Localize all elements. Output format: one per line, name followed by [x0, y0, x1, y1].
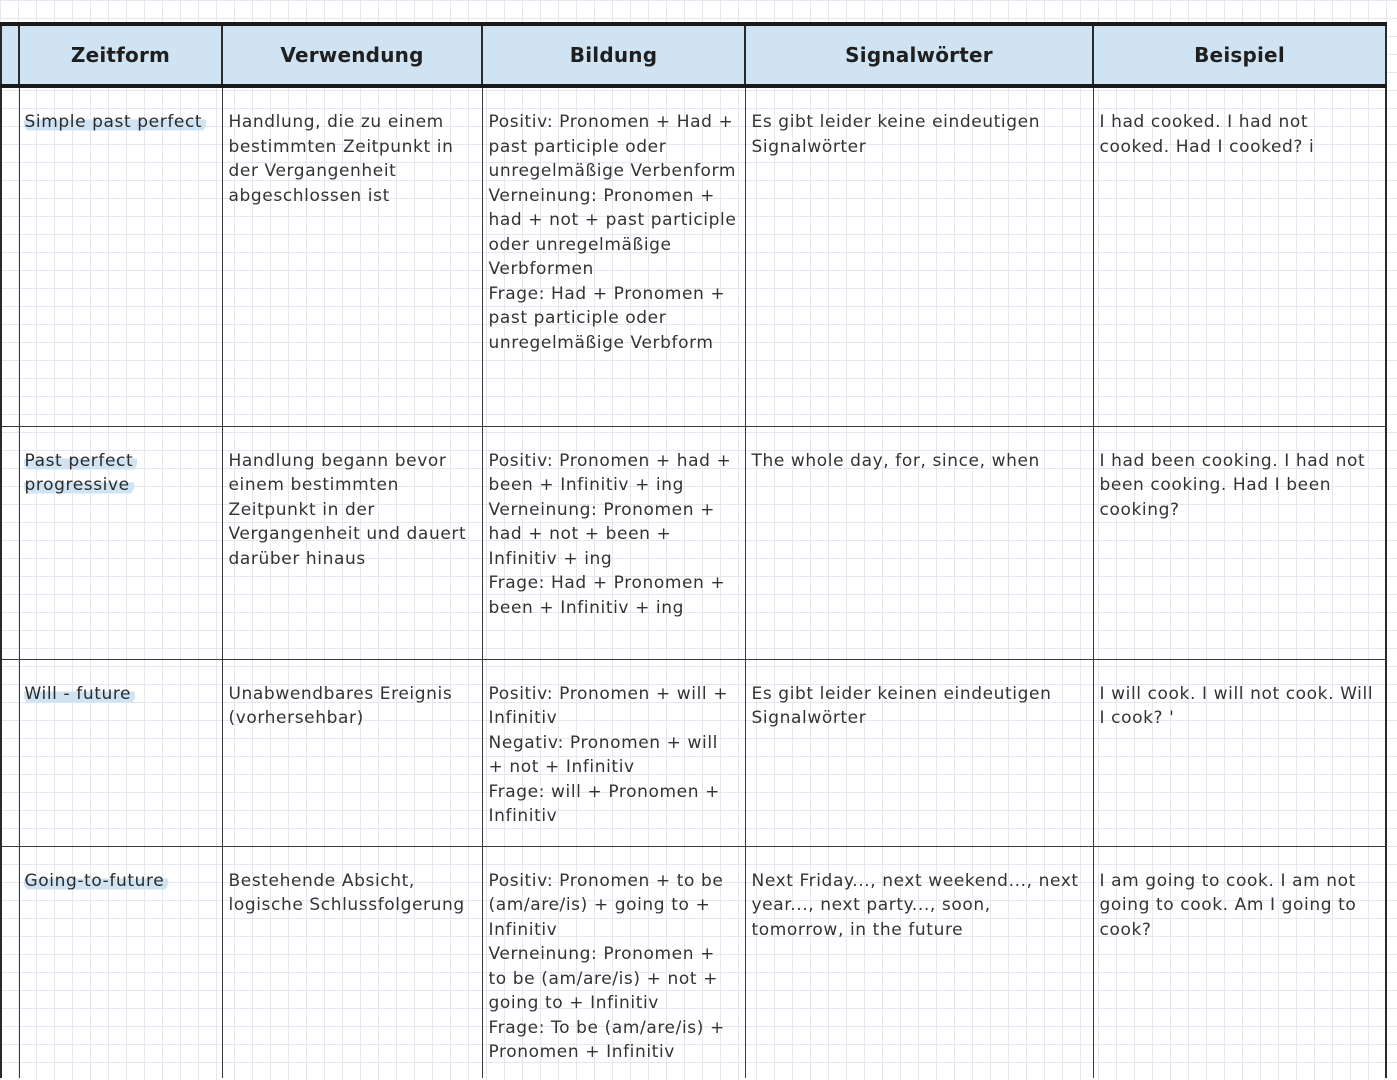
- table-row: [1, 846, 1386, 1078]
- signal-words-cell: Es gibt leider keine eindeutigen Signalwörter: [745, 86, 1093, 426]
- row-margin: [1, 86, 19, 426]
- tense-highlight: Going-to-future: [24, 871, 169, 891]
- header-verwendung: Verwendung: [222, 24, 482, 86]
- row-margin: [1, 426, 19, 659]
- tense-highlight: Past perfect progressive: [24, 451, 138, 496]
- header-zeitform: Zeitform: [19, 24, 222, 86]
- header-bildung: Bildung: [482, 24, 745, 86]
- table-row: [1, 86, 1386, 426]
- tense-name: [19, 86, 222, 426]
- formation-question: Frage: will + Pronomen + Infinitiv: [488, 781, 720, 826]
- tense-name: [19, 659, 222, 846]
- signal-words-cell: Es gibt leider keinen eindeutigen Signalwörter: [745, 659, 1093, 846]
- formation-positive: Positiv: Pronomen + had + been + Infinitiv + ing: [488, 450, 732, 495]
- formation-negative: Negativ: Pronomen + will + not + Infinitiv: [488, 732, 718, 777]
- example-cell: I had cooked. I had not cooked. Had I cooked? i: [1093, 86, 1386, 426]
- tense-name: [19, 846, 222, 1078]
- formation-negative: Verneinung: Pronomen + to be (am/are/is) + not + going to + Infinitiv: [488, 944, 718, 1013]
- formation-question: Frage: Had + Pronomen + past participle oder unregelmäßige Verbform: [488, 283, 726, 353]
- formation-cell: [482, 86, 745, 426]
- example-cell: I had been cooking. I had not been cooking. Had I been cooking?: [1093, 426, 1386, 659]
- usage-cell: Handlung begann bevor einem bestimmten Zeitpunkt in der Vergangenheit und dauert darüber hinaus: [222, 426, 482, 659]
- usage-cell: Bestehende Absicht, logische Schlussfolgerung: [222, 846, 482, 1078]
- formation-negative: Verneinung: Pronomen + had + not + past participle oder unregelmäßige Verbformen: [488, 185, 737, 279]
- header-margin: [1, 24, 19, 86]
- row-margin: [1, 659, 19, 846]
- tense-highlight: Will - future: [24, 684, 136, 704]
- formation-cell: [482, 426, 745, 659]
- formation-cell: [482, 846, 745, 1078]
- tense-table: [0, 22, 1387, 1078]
- tense-highlight: Simple past perfect: [24, 112, 207, 132]
- signal-words-cell: Next Friday..., next weekend..., next year..., next party..., soon, tomorrow, in the future: [745, 846, 1093, 1078]
- formation-negative: Verneinung: Pronomen + had + not + been + Infinitiv + ing: [488, 499, 715, 569]
- formation-positive: Positiv: Pronomen + Had + past participle oder unregelmäßige Verbenform: [488, 112, 736, 181]
- formation-question: Frage: To be (am/are/is) + Pronomen + Infinitiv: [488, 1017, 725, 1062]
- usage-cell: Unabwendbares Ereignis (vorhersehbar): [222, 659, 482, 846]
- header-beispiel: Beispiel: [1093, 24, 1386, 86]
- formation-positive: Positiv: Pronomen + to be (am/are/is) + going to + Infinitiv: [488, 870, 724, 940]
- tense-name: [19, 426, 222, 659]
- example-cell: I am going to cook. I am not going to cook. Am I going to cook?: [1093, 846, 1386, 1078]
- header-signalwoerter: Signalwörter: [745, 24, 1093, 86]
- table-row: [1, 659, 1386, 846]
- header-row: [1, 24, 1386, 86]
- formation-positive: Positiv: Pronomen + will + Infinitiv: [488, 683, 729, 728]
- table-row: [1, 426, 1386, 659]
- signal-words-cell: The whole day, for, since, when: [745, 426, 1093, 659]
- row-margin: [1, 846, 19, 1078]
- usage-cell: Handlung, die zu einem bestimmten Zeitpunkt in der Vergangenheit abgeschlossen ist: [222, 86, 482, 426]
- example-cell: I will cook. I will not cook. Will I cook? ': [1093, 659, 1386, 846]
- formation-question: Frage: Had + Pronomen + been + Infinitiv + ing: [488, 573, 726, 618]
- worksheet: [0, 22, 1385, 1080]
- formation-cell: [482, 659, 745, 846]
